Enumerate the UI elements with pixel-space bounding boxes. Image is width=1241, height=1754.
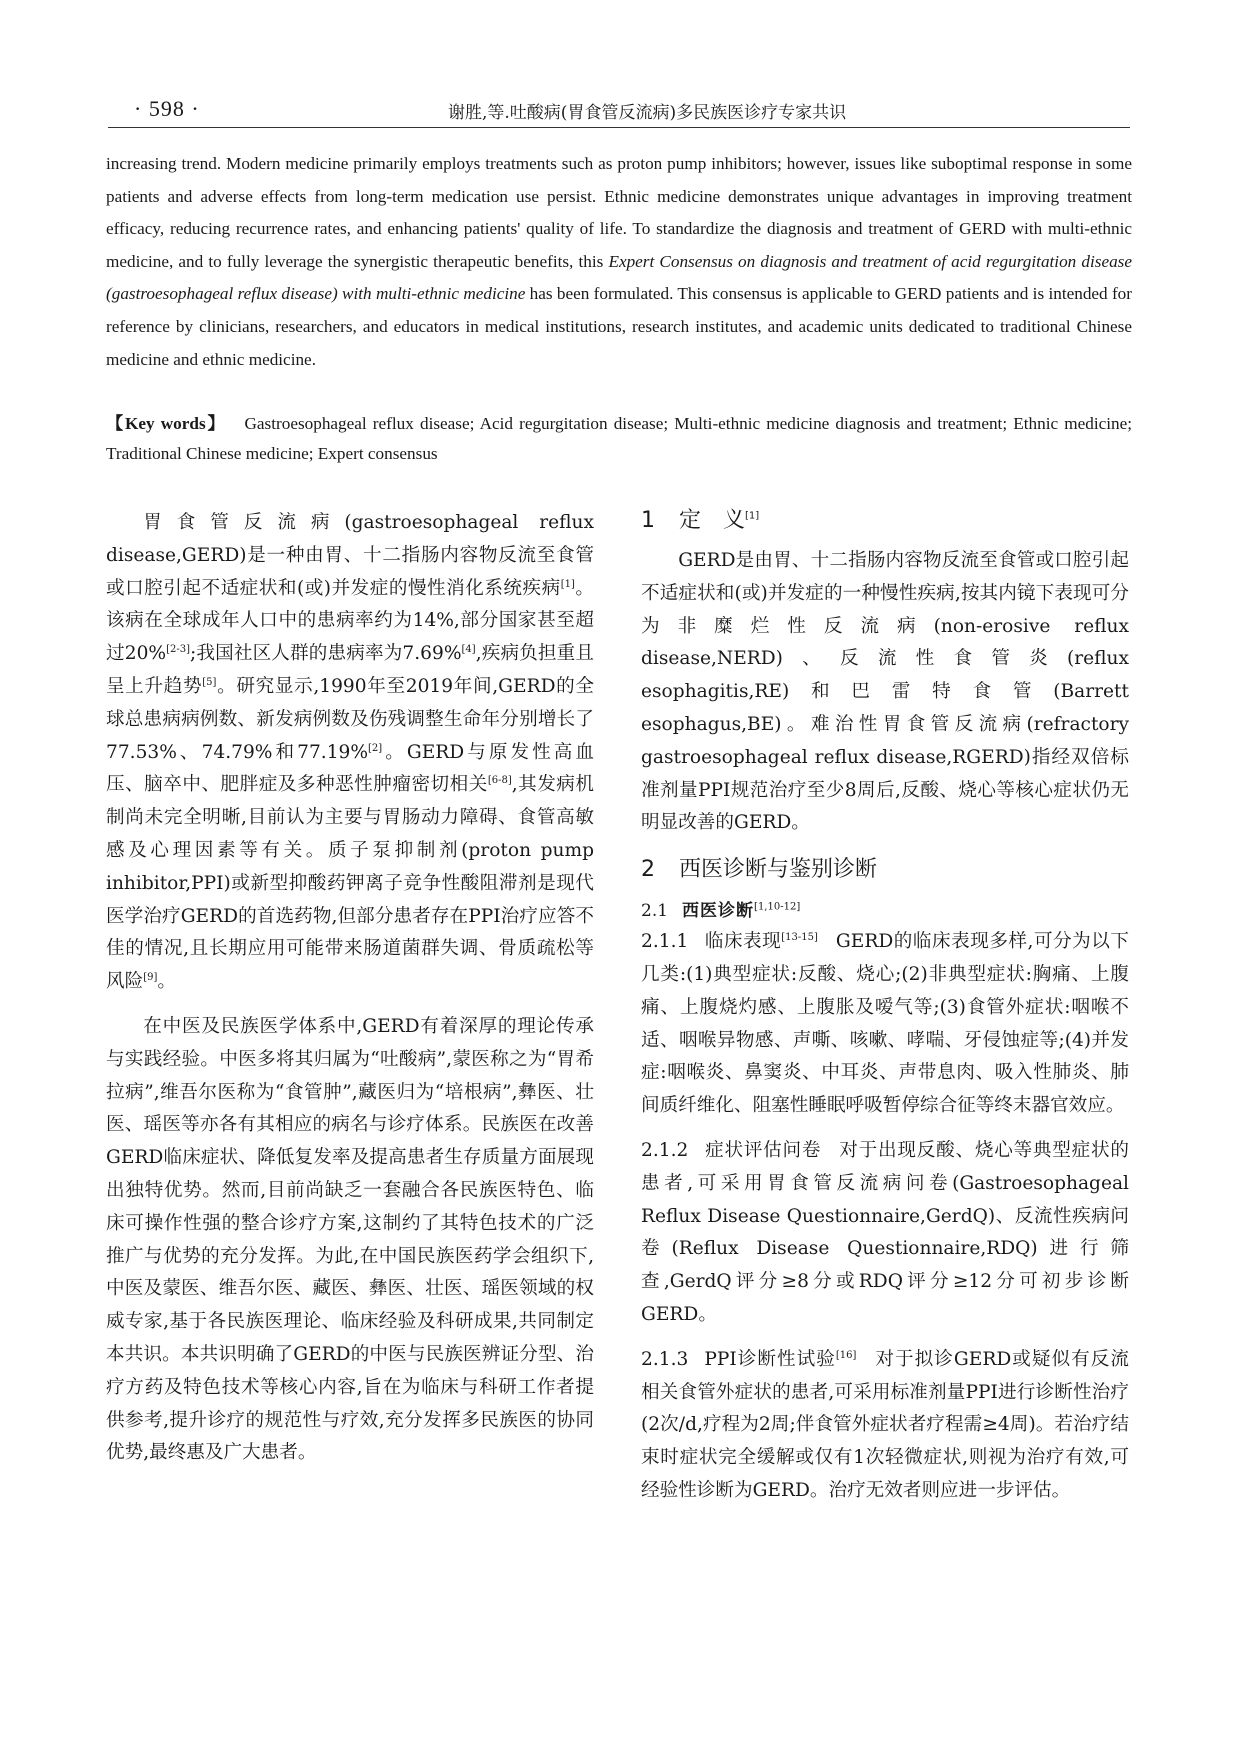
citation: [2] bbox=[368, 742, 383, 754]
abstract-paragraph: increasing trend. Modern medicine primarily employs treatments such as proton pump inhibitors; however, issues like suboptimal response in some patients and adverse effects from long-term medication use persist. Ethnic medicine demonstrates unique advantages in improving treatment efficacy, reducing recurrence rates, and enhancing patients' quality of life. To standardize the diagnosis and treatment of GERD with multi-ethnic medicine, and to fully leverage the synergistic therapeutic benefits, this Expert Consensus on diagnosis and treatment of acid regurgitation disease (gastroesophageal reflux disease) with multi-ethnic medicine has been formulated. This consensus is applicable to GERD patients and is intended for reference by clinicians, researchers, and educators in medical institutions, research institutes, and academic units dedicated to traditional Chinese medicine and ethnic medicine. bbox=[106, 154, 1132, 369]
subsection-2-1-2: 2.1.2 症状评估问卷 对于出现反酸、烧心等典型症状的患者,可采用胃食管反流病问卷(Gastroesophageal Reflux Disease Questionnaire,GerdQ)、反流性疾病问卷(Reflux Disease Questionnaire,RDQ)进行筛查,GerdQ评分≥8分或RDQ评分≥12分可初步诊断GERD。 bbox=[641, 1139, 1129, 1325]
page-header bbox=[108, 86, 1130, 134]
keywords-text: Gastroesophageal reflux disease; Acid regurgitation disease; Multi-ethnic medicine diagnosis and treatment; Ethnic medicine; Traditional Chinese medicine; Expert consensus bbox=[106, 414, 1133, 463]
definition-paragraph: GERD是由胃、十二指肠内容物反流至食管或口腔引起不适症状和(或)并发症的一种慢性疾病,按其内镜下表现可分为非糜烂性反流病(non-erosive reflux disease,NERD)、反流性食管炎(reflux esophagitis,RE)和巴雷特食管(Barrett esophagus,BE)。难治性胃食管反流病(refractory gastroesophageal reflux disease,RGERD)指经双倍标准剂量PPI规范治疗至少8周后,反酸、烧心等核心症状仍无明显改善的GERD。 bbox=[641, 550, 1129, 834]
subsection-2-1-3: 2.1.3 PPI诊断性试验[16] 对于拟诊GERD或疑似有反流相关食管外症状的患者,可采用标准剂量PPI进行诊断性治疗(2次/d,疗程为2周;伴食管外症状者疗程需≥4周)。若治疗结束时症状完全缓解或仅有1次轻微症状,则视为治疗有效,可经验性诊断为GERD。治疗无效者则应进一步评估。 bbox=[641, 1348, 1129, 1501]
intro-paragraph-1: 胃食管反流病(gastroesophageal reflux disease,GERD)是一种由胃、十二指肠内容物反流至食管或口腔引起不适症状和(或)并发症的慢性消化系统疾病[1]。该病在全球成年人口中的患病率约为14%,部分国家甚至超过20%[2-3];我国社区人群的患病率为7.69%[4],疾病负担重且呈上升趋势[5]。研究显示,1990年至2019年间,GERD的全球总患病病例数、新发病例数及伤残调整生命年分别增长了77.53%、74.79%和77.19%[2]。GERD与原发性高血压、脑卒中、肥胖症及多种恶性肿瘤密切相关[6-8],其发病机制尚未完全明晰,目前认为主要与胃肠动力障碍、食管高敏感及心理因素等有关。质子泵抑制剂(proton pump inhibitor,PPI)或新型抑酸药钾离子竞争性酸阻滞剂是现代医学治疗GERD的首选药物,但部分患者存在PPI治疗应答不佳的情况,且长期应用可能带来肠道菌群失调、骨质疏松等风险[9]。 bbox=[106, 512, 594, 993]
running-title: 谢胜,等.吐酸病(胃食管反流病)多民族医诊疗专家共识 bbox=[448, 103, 847, 123]
section-1-heading: 1 定 义[1] bbox=[641, 508, 760, 533]
section-2-heading: 2 西医诊断与鉴别诊断 bbox=[641, 857, 878, 883]
intro-paragraph-2: 在中医及民族医学体系中,GERD有着深厚的理论传承与实践经验。中医多将其归属为“吐酸病”,蒙医称之为“胃希拉病”,维吾尔医称为“食管肿”,藏医归为“培根病”,彝医、壮医、瑶医等亦各有其相应的病名与诊疗体系。民族医在改善GERD临床症状、降低复发率及提高患者生存质量方面展现出独特优势。然而,目前尚缺乏一套融合各民族医特色、临床可操作性强的整合诊疗方案,这制约了其特色技术的广泛推广与优势的充分发挥。为此,在中国民族医药学会组织下,中医及蒙医、维吾尔医、藏医、彝医、壮医、瑶医领域的权威专家,基于各民族医理论、临床经验及科研成果,共同制定本共识。本共识明确了GERD的中医与民族医辨证分型、治疗方药及特色技术等核心内容,旨在为临床与科研工作者提供参考,提升诊疗的规范性与疗效,充分发挥多民族医的协同优势,最终惠及广大患者。 bbox=[106, 1015, 594, 1464]
citation: [1] bbox=[560, 578, 575, 590]
citation: [5] bbox=[202, 676, 217, 688]
keywords-label: 【Key words】 bbox=[106, 414, 227, 433]
consensus-title-italic: Expert Consensus on diagnosis and treatment of acid regurgitation disease (gastroesophageal reflux disease) with multi-ethnic medicine bbox=[106, 251, 1132, 304]
citation: [4] bbox=[461, 644, 476, 655]
citation: [13-15] bbox=[781, 931, 818, 943]
page-number: · 598 · bbox=[134, 96, 200, 121]
citation: [6-8] bbox=[487, 775, 512, 787]
subsection-2-1-heading: 2.1 西医诊断[1,10-12] bbox=[641, 901, 801, 922]
citation: [16] bbox=[835, 1349, 857, 1361]
citation: [2-3] bbox=[166, 644, 190, 655]
english-abstract bbox=[106, 148, 1132, 376]
right-column bbox=[641, 503, 1129, 1508]
citation: [9] bbox=[143, 971, 158, 983]
citation: [1,10-12] bbox=[754, 901, 801, 913]
left-column bbox=[106, 507, 594, 1470]
header-rule bbox=[108, 127, 1130, 128]
citation: [1] bbox=[745, 510, 760, 522]
subsection-2-1-1: 2.1.1 临床表现[13-15] GERD的临床表现多样,可分为以下几类:(1)典型症状:反酸、烧心;(2)非典型症状:胸痛、上腹痛、上腹烧灼感、上腹胀及嗳气等;(3)食管外症状:咽喉不适、咽喉异物感、声嘶、咳嗽、哮喘、牙侵蚀症等;(4)并发症:咽喉炎、鼻窦炎、中耳炎、声带息肉、吸入性肺炎、肺间质纤维化、阻塞性睡眠呼吸暂停综合征等终末器官效应。 bbox=[641, 931, 1130, 1117]
keywords-block bbox=[106, 409, 1132, 469]
